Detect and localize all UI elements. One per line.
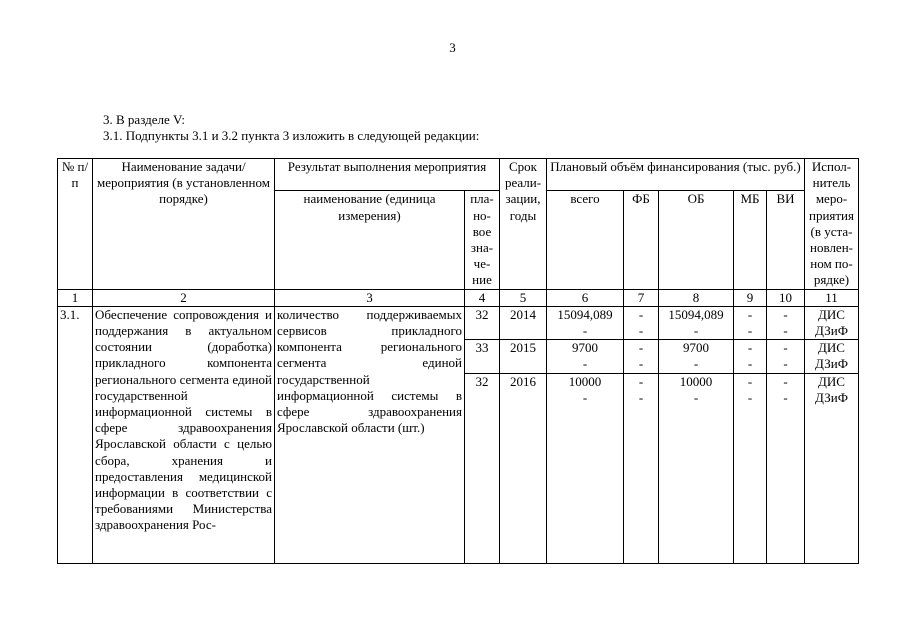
vi-amount: - — [783, 340, 788, 356]
year: 2014 — [500, 306, 547, 339]
fb-dash: - — [638, 323, 644, 339]
fb-amount: - — [638, 306, 644, 322]
header-planned-value: пла-но-вое зна-че-ние — [465, 191, 500, 289]
ob-dash: - — [693, 389, 699, 405]
col-number: 9 — [734, 289, 767, 306]
ob-cell — [659, 373, 734, 563]
executor-1: ДИС — [818, 340, 845, 356]
ob-cell — [659, 340, 734, 373]
col-number: 7 — [624, 289, 659, 306]
ob-dash: - — [693, 323, 699, 339]
executor-1: ДИС — [818, 306, 845, 322]
fb-cell — [624, 340, 659, 373]
mb-cell — [734, 340, 767, 373]
executor-1: ДИС — [818, 373, 845, 389]
header-result-name: наименование (единица измерения) — [275, 191, 465, 289]
header-no: № п/п — [58, 159, 93, 290]
fb-amount: - — [638, 340, 644, 356]
header-term: Срок реали-зации, годы — [500, 159, 547, 290]
fb-cell — [624, 373, 659, 563]
planned-value: 32 — [465, 373, 500, 563]
ob-amount: 15094,089 — [668, 306, 724, 322]
total-dash: - — [582, 389, 588, 405]
ob-amount: 10000 — [679, 373, 713, 389]
col-number: 8 — [659, 289, 734, 306]
ob-cell — [659, 306, 734, 339]
vi-dash: - — [783, 389, 788, 405]
col-number: 3 — [275, 289, 465, 306]
total-dash: - — [582, 323, 588, 339]
vi-dash: - — [783, 356, 788, 372]
row-number: 3.1. — [58, 306, 93, 563]
planned-value: 32 — [465, 306, 500, 339]
fb-amount: - — [638, 373, 644, 389]
vi-amount: - — [783, 373, 788, 389]
instruction-text: 3.1. Подпункты 3.1 и 3.2 пункта 3 изложить в следующей редакции: — [103, 128, 480, 143]
total-dash: - — [582, 356, 588, 372]
col-number: 5 — [500, 289, 547, 306]
header-row — [58, 159, 859, 191]
table-row — [58, 306, 859, 339]
total-cell — [547, 306, 624, 339]
header-task-name: Наименование задачи/мероприятия (в установленном порядке) — [93, 159, 275, 290]
task-description: Обеспечение сопровождения и поддержания в актуальном состоянии (доработка) прикладного компонента регионального сегмента единой государственной информационной системы в сфере здравоохранения Ярославской области с целью сбора, хранения и предоставления медицинской информации в соответствии с требованиями Министерства здравоохранения Рос- — [93, 306, 275, 563]
mb-dash: - — [747, 356, 753, 372]
fb-cell — [624, 306, 659, 339]
header-ob: ОБ — [659, 191, 734, 289]
vi-cell — [767, 373, 805, 563]
fb-dash: - — [638, 389, 644, 405]
vi-amount: - — [783, 306, 788, 322]
section-heading: 3. В разделе V: — [103, 112, 186, 127]
header-funding: Плановый объём финансирования (тыс. руб.) — [547, 159, 805, 191]
header-fb: ФБ — [624, 191, 659, 289]
col-number: 4 — [465, 289, 500, 306]
col-number: 6 — [547, 289, 624, 306]
total-cell — [547, 340, 624, 373]
col-number: 2 — [93, 289, 275, 306]
planned-value: 33 — [465, 340, 500, 373]
total-amount: 15094,089 — [557, 306, 613, 322]
total-cell — [547, 373, 624, 563]
header-vi: ВИ — [767, 191, 805, 289]
mb-amount: - — [747, 373, 753, 389]
executor-2: ДЗиФ — [815, 389, 848, 405]
executor-cell — [805, 306, 859, 339]
year: 2016 — [500, 373, 547, 563]
vi-cell — [767, 306, 805, 339]
fb-dash: - — [638, 356, 644, 372]
header-executor: Испол-нитель меро-приятия (в уста-новлен-ном по-рядке) — [805, 159, 859, 290]
vi-dash: - — [783, 323, 788, 339]
mb-cell — [734, 306, 767, 339]
executor-cell — [805, 340, 859, 373]
header-result: Результат выполнения мероприятия — [275, 159, 500, 191]
result-name: количество поддерживаемых сервисов прикладного компонента регионального сегмента единой государственной информационной системы в сфере здравоохранения Ярославской области (шт.) — [275, 306, 465, 563]
vi-cell — [767, 340, 805, 373]
program-table — [57, 158, 859, 564]
total-amount: 10000 — [568, 373, 602, 389]
column-number-row — [58, 289, 859, 306]
executor-cell — [805, 373, 859, 563]
executor-2: ДЗиФ — [815, 356, 848, 372]
page-number: 3 — [449, 40, 456, 55]
executor-2: ДЗиФ — [815, 323, 848, 339]
col-number: 11 — [805, 289, 859, 306]
ob-dash: - — [693, 356, 699, 372]
year: 2015 — [500, 340, 547, 373]
mb-amount: - — [747, 306, 753, 322]
col-number: 1 — [58, 289, 93, 306]
header-mb: МБ — [734, 191, 767, 289]
col-number: 10 — [767, 289, 805, 306]
ob-amount: 9700 — [683, 340, 709, 356]
mb-dash: - — [747, 323, 753, 339]
mb-cell — [734, 373, 767, 563]
header-total: всего — [547, 191, 624, 289]
mb-amount: - — [747, 340, 753, 356]
mb-dash: - — [747, 389, 753, 405]
total-amount: 9700 — [572, 340, 598, 356]
